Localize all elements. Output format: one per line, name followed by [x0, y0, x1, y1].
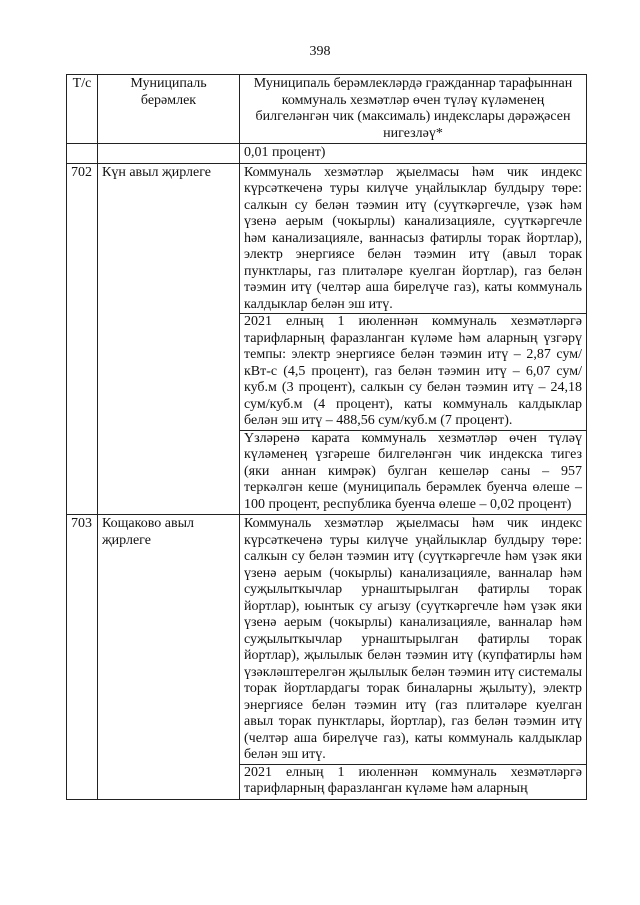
- tariff-justification-table: [66, 74, 587, 800]
- row-justification: [240, 163, 587, 515]
- row-justification: [240, 515, 587, 800]
- row-municipality: Күн авыл җирлеге: [98, 163, 240, 515]
- header-justification: Муниципаль берәмлекләрдә гражданнар тарафыннан коммуналь хезмәтләр өчен түләү күләменең билгеләнгән чик (максималь) индекслары дәрәҗәсен нигезләү*: [240, 75, 587, 144]
- carry-over-text: 0,01 процент): [240, 144, 587, 164]
- row-number: 703: [67, 515, 98, 800]
- justification-paragraph: Үзләренә карата коммуналь хезмәтләр өчен түләү күләменең үзгәреше билгеләнгән чик индекска тигез (яки аннан кимрәк) булган кешеләр саны – 957 теркәлгән кеше (муниципаль берәмлек буенча өлеше – 100 процент, республика буенча өлеше – 0,02 процент): [240, 430, 586, 514]
- row-municipality: Кощаково авыл җирлеге: [98, 515, 240, 800]
- table-row: [67, 515, 587, 800]
- table-row-continuation: [67, 144, 587, 164]
- row-number: 702: [67, 163, 98, 515]
- header-number: Т/с: [67, 75, 98, 144]
- page-number: 398: [309, 44, 331, 59]
- justification-paragraph: 2021 елның 1 июленнән коммуналь хезмәтләргә тарифларның фаразланган күләме һәм аларның: [240, 764, 586, 798]
- table-row: [67, 163, 587, 515]
- header-municipality: Муниципаль берәмлек: [98, 75, 240, 144]
- justification-paragraph: Коммуналь хезмәтләр җыелмасы һәм чик индекс күрсәткеченә туры килүче уңайлыклар булдыру төре: салкын су белән тәэмин итү (суүткәргечле, үзәк һәм үзенә аерым (чокырлы) канализацияле, суүткәргечле һәм канализацияле, ваннасыз фатирлы торак йортлар), электр энергиясе белән тәэмин итү (авыл торак пунктлары, газ плитәләре куелган йортлар), газ белән тәэмин итү (челтәр аша бирелүче газ), каты коммуналь калдыклар белән эш итү.: [244, 164, 582, 312]
- table-header-row: [67, 75, 587, 144]
- justification-paragraph: 2021 елның 1 июленнән коммуналь хезмәтләргә тарифларның фаразланган күләме һәм аларның үзгәрү темпы: электр энергиясе белән тәэмин итү – 2,87 сум/кВт-с (4,5 процент), газ белән тәэмин итү – 6,07 сум/куб.м (3 процент), салкын су белән тәэмин итү – 24,18 сум/куб.м (4 процент), каты коммуналь калдыклар белән эш итү – 488,56 сум/куб.м (7 процент).: [240, 313, 586, 430]
- justification-paragraph: Коммуналь хезмәтләр җыелмасы һәм чик индекс күрсәткеченә туры килүче уңайлыклар булдыру төре: салкын су белән тәэмин итү (суүткәргечле һәм үзәк яки үзенә аерым (чокырлы) канализацияле, ванналар һәм суҗылыткычлар урнаштырылган фатирлы торак йортлар), юынтык су агызу (суүткәргечле һәм үзәк яки үзенә аерым (чокырлы) канализацияле, ванналар һәм суҗылыткычлар урнаштырылган фатирлы торак йортлар), җылылык белән тәэмин итү (купфатирлы һәм үзәкләштерелгән җылылык белән тәэмин итү системалы торак йортлардагы торак биналарны җылыту), электр энергиясе белән тәэмин итү (газ плитәләре куелган авыл торак пунктлары, йортлар), газ белән тәэмин итү (челтәр аша бирелүче газ), каты коммуналь калдыклар белән эш итү.: [244, 516, 582, 762]
